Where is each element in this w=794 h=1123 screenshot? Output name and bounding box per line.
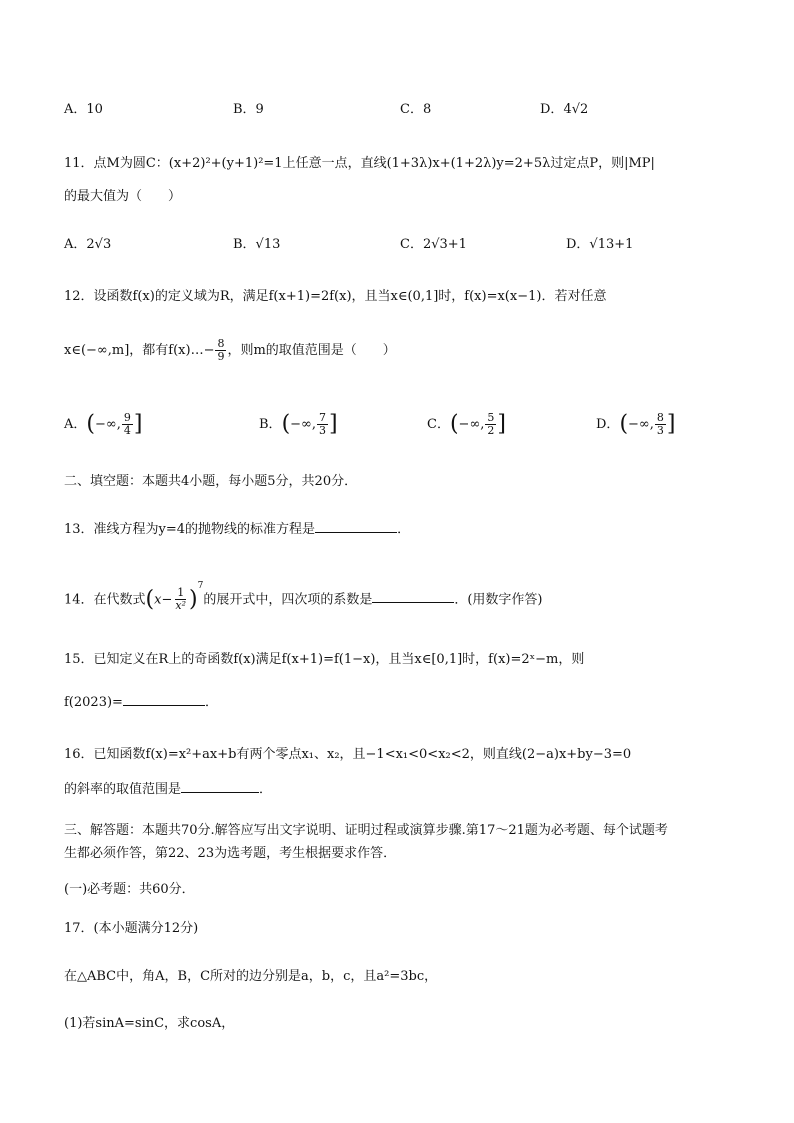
q14 xyxy=(64,581,543,613)
q16-line1: 16．已知函数f(x)=x²+ax+b有两个零点x₁、x₂，且−1<x₁<0<x₂<2，则直线(2−a)x+by−3=0 xyxy=(64,747,632,762)
q15-answer-blank xyxy=(123,693,205,706)
q12-stem-line2-b: ，则m的取值范围是（ ） xyxy=(227,343,396,358)
q10-option-c: C．8 xyxy=(400,102,432,117)
q17-heading: 17．(本小题满分12分) xyxy=(64,921,199,936)
left-paren: ( xyxy=(145,586,155,612)
q17-part1: (1)若sinA=sinC，求cosA， xyxy=(64,1016,235,1031)
q10-option-d-label: D． xyxy=(540,102,564,117)
q12-option-a xyxy=(64,412,142,437)
q16-line2-a: 的斜率的取值范围是 xyxy=(64,782,182,797)
q14-text-a: 14．在代数式 xyxy=(64,592,146,608)
q10-option-d-value: 4√2 xyxy=(563,102,589,117)
left-paren: ( xyxy=(619,411,629,437)
q14-power: 7 xyxy=(197,581,204,591)
q14-answer-blank xyxy=(372,590,454,603)
q12-fraction-den: 9 xyxy=(217,350,225,363)
interval-left: −∞, xyxy=(628,417,654,432)
q12-option-b-label: B． xyxy=(259,417,282,432)
q13-end: ． xyxy=(397,522,411,537)
frac-num: 5 xyxy=(487,411,495,424)
frac-den: 3 xyxy=(319,424,327,437)
interval-left: −∞, xyxy=(290,417,317,432)
q13-text: 13．准线方程为y=4的抛物线的标准方程是 xyxy=(64,522,316,537)
left-paren: ( xyxy=(449,411,459,437)
q12-option-d-label: D． xyxy=(596,417,620,432)
q11-stem-line2: 的最大值为（ ） xyxy=(64,189,182,204)
q10-option-d xyxy=(540,101,588,119)
q15-line2-b: ． xyxy=(204,695,218,710)
section3-line2: 生都必须作答，第22、23为选考题，考生根据要求作答． xyxy=(64,846,397,861)
right-paren: ) xyxy=(189,586,198,612)
q12-option-c-label: C． xyxy=(427,417,450,432)
q13-answer-blank xyxy=(315,520,397,533)
frac-den: x² xyxy=(175,599,186,613)
q14-expr: x− xyxy=(154,592,173,608)
q14-text-b: 的展开式中，四次项的系数是 xyxy=(203,592,373,608)
q12-option-b-frac xyxy=(317,412,328,437)
left-paren: ( xyxy=(86,411,95,437)
q11-option-a: A．2√3 xyxy=(64,237,112,252)
q17-stem: 在△ABC中，角A，B，C所对的边分别是a，b，c，且a²=3bc， xyxy=(64,969,438,984)
q15-line1: 15．已知定义在R上的奇函数f(x)满足f(x+1)=f(1−x)，且当x∈[0,1]时，f(x)=2ˣ−m，则 xyxy=(64,652,585,667)
right-bracket: ] xyxy=(329,411,338,437)
frac-den: 4 xyxy=(123,424,131,437)
interval-left: −∞, xyxy=(458,417,485,432)
frac-num: 1 xyxy=(177,586,185,600)
q12-option-c xyxy=(427,412,506,437)
interval-left: −∞, xyxy=(94,417,121,432)
q13 xyxy=(64,520,410,539)
frac-num: 7 xyxy=(319,411,327,424)
frac-den: 3 xyxy=(656,424,664,437)
q11-option-c: C．2√3+1 xyxy=(400,237,467,252)
q12-option-c-frac xyxy=(485,412,496,437)
q12-option-a-label: A． xyxy=(64,417,87,432)
q14-fraction xyxy=(173,587,188,612)
q12-fraction xyxy=(215,338,226,363)
section3-line1: 三、解答题：本题共70分.解答应写出文字说明、证明过程或演算步骤.第17～21题为必考题、每个试题考 xyxy=(64,823,668,838)
frac-den: 2 xyxy=(487,424,495,437)
left-paren: ( xyxy=(281,411,291,437)
q12-stem-line1: 12．设函数f(x)的定义域为R，满足f(x+1)=2f(x)，且当x∈(0,1]时，f(x)=x(x−1)．若对任意 xyxy=(64,289,607,304)
frac-num: 9 xyxy=(123,411,131,424)
right-bracket: ] xyxy=(666,411,676,437)
q15-line2 xyxy=(64,693,218,712)
q16-line2 xyxy=(64,780,272,799)
q12-stem-line2 xyxy=(64,338,396,363)
q14-text-c: ．(用数字作答) xyxy=(454,592,543,608)
frac-num: 8 xyxy=(656,411,664,424)
q12-option-b xyxy=(259,412,338,437)
q11-option-b: B．√13 xyxy=(233,237,281,252)
right-bracket: ] xyxy=(133,411,143,437)
section2-heading: 二、填空题：本题共4小题，每小题5分，共20分． xyxy=(64,474,358,489)
q12-option-d xyxy=(596,412,675,437)
q12-fraction-num: 8 xyxy=(217,337,225,350)
q12-option-d-frac xyxy=(655,412,666,437)
q16-answer-blank xyxy=(181,780,259,793)
q12-option-a-frac xyxy=(122,412,133,437)
q10-option-b: B．9 xyxy=(233,102,264,117)
q10-option-a: A．10 xyxy=(64,102,103,117)
q11-stem-line1: 11．点M为圆C：(x+2)²+(y+1)²=1上任意一点，直线(1+3λ)x+(1+2λ)y=2+5λ过定点P，则|MP| xyxy=(64,156,655,171)
q11-option-d: D．√13+1 xyxy=(566,237,634,252)
q12-stem-line2-a: x∈(−∞,m]，都有f(x)…− xyxy=(64,343,215,358)
q16-line2-b: ． xyxy=(259,782,273,797)
q15-line2-a: f(2023)= xyxy=(64,695,123,710)
section3-subheading: (一)必考题：共60分． xyxy=(64,882,195,897)
right-bracket: ] xyxy=(497,411,506,437)
